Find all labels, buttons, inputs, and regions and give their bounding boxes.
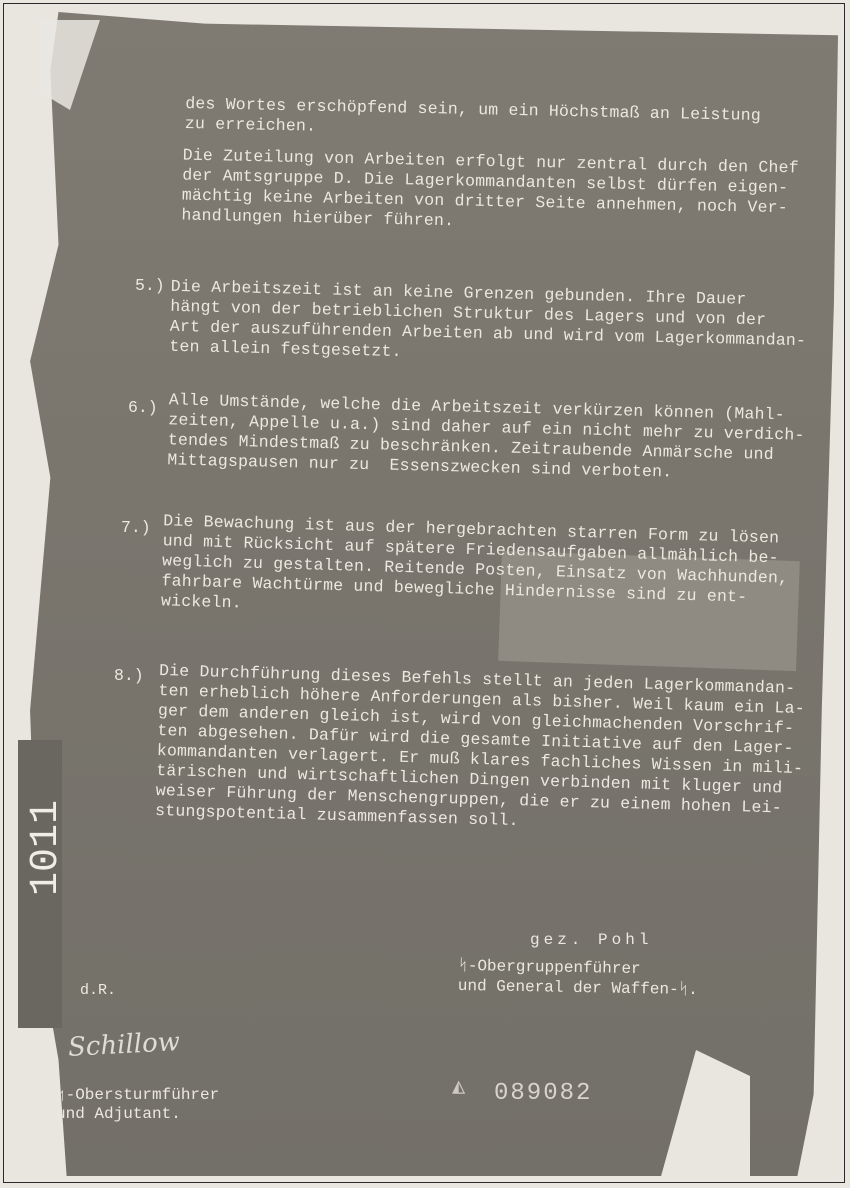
item-8-text: Die Durchführung dieses Befehls stellt an jeden Lagerkommandan- ten erheblich höhere Anforderungen als bisher. Weil kaum ein La- ger dem anderen gleich ist, wird von gleichmachenden Vorschrif- ten abgesehen. Dafür wird die gesamte Initiative auf den Lager- kommandanten verlagert. Er muß klares fachliches Wissen in mili- tärischen und wirtschaftlichen Dingen verbinden mit kluger und weiser Führung der Menschengruppen, die er zu einem hohen Lei- stungspotential zusammenfassen soll. [154,661,806,831]
archive-number: 089082 [494,1080,593,1107]
paragraph-intro: des Wortes erschöpfend sein, um ein Höchstmaß an Leistung zu erreichen. [184,93,762,136]
paragraph-zuteilung: Die Zuteilung von Arbeiten erfolgt nur zentral durch den Chef der Amtsgruppe D. Die Lagerkommandanten selbst dürfen eigen- mächtig keine Arbeiten von dritter Seite annehmen, noch Ver- handlungen hierüber führen. [181,145,799,231]
handwritten-signature: Schillow [67,1027,181,1063]
item-6-text: Alle Umstände, welche die Arbeitszeit verkürzen können (Mahl- zeiten, Appelle u.a.) sind daher auf ein nicht mehr zu verdich- tendes Mindestmaß zu beschränken. Zeitraubende Anmärsche und Mittagspausen nur zu Essenszwecken sind verboten. [167,390,805,482]
initials-dr: d.R. [80,982,117,999]
item-8-number: 8.) [114,666,144,685]
item-5-text: Die Arbeitszeit ist an keine Grenzen gebunden. Ihre Dauer hängt von der betrieblichen Struktur des Lagers und von der Art der auszuführenden Arbeiten ab und wird vom Lagerkommandan- ten allein festgesetzt. [169,276,807,362]
item-5-number: 5.) [135,276,165,295]
item-7-text: Die Bewachung ist aus der hergebrachten starren Form zu lösen und mit Rücksicht auf spätere Friedensaufgaben allmählich be- weglich zu gestalten. Reitende Posten, Einsatz von Wachhunden, fahrbare Wachtürme und bewegliche Hindernisse sind zu ent- wickeln. [160,511,789,613]
signature-name: gez. Pohl [530,931,653,949]
tab-mark: 1011 [24,800,69,897]
signature-rank: ᛋ-Obergruppenführer und General der Waffen-ᛋ. [457,956,699,1000]
adjutant-block: ᛋ-Obersturmführer und Adjutant. [56,1086,220,1123]
archive-tab [18,740,69,1028]
item-7-number: 7.) [121,518,151,537]
stamp-mark-icon: ◭ [452,1075,466,1100]
item-6-number: 6.) [128,398,158,417]
